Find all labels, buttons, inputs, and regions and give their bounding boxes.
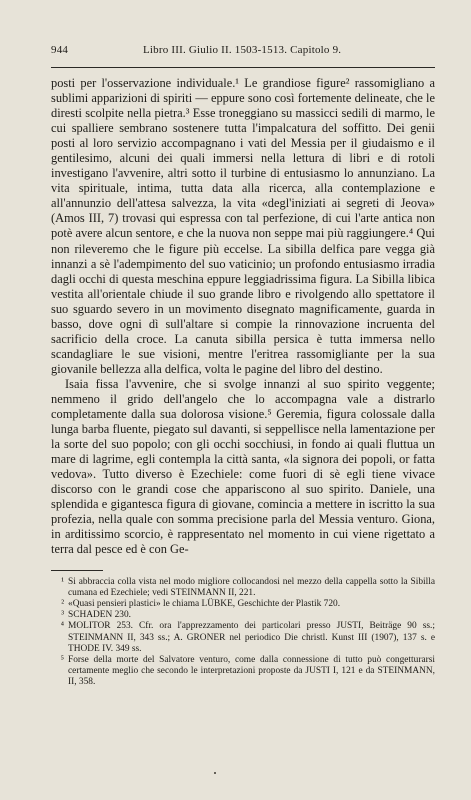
footnote [51, 610, 435, 621]
footnote-rule [51, 570, 103, 571]
footnote [51, 655, 435, 689]
footnote-marker: ³ [61, 610, 64, 621]
main-text [51, 76, 435, 558]
footnote-marker: ⁵ [60, 654, 64, 665]
page-speck [214, 772, 216, 774]
paragraph: Isaia fissa l'avvenire, che si svolge innanzi al suo spirito veggente; nemmeno il grido dell'angelo che lo accompagna vale a distrarlo completamente dalla sua dolorosa visione.⁵ Geremia, figura colossale dalla lunga barba fluente, piegato sul davanti, si seppellisce nella lamentazione per la sorte del suo popolo; con gli occhi socchiusi, in fondo ai quali fluttua un mare di lagrime, egli contempla la città santa, «la signora dei popoli, or fatta vedova». Tutto diverso è Ezechiele: come fuori di sè egli tiene vivace discorso con le grandi cose che appariscono al suo spirito. Daniele, una splendida e gigantesca figura di giovane, comincia a mettere in iscritto la sua profezia, nella quale con somma precisione parla del Messia venturo. Giona, in arditissimo scorcio, è rappresentato nel momento in cui viene rigettato a terra dal pesce ed è con Ge- [51, 376, 435, 557]
page-header [51, 44, 435, 56]
running-title: Libro III. Giulio II. 1503-1513. Capitolo 9. [143, 44, 342, 56]
footnotes [51, 577, 435, 689]
footnote-text: «Quasi pensieri plastici» le chiama LÜBKE, Geschichte der Plastik 720. [68, 598, 341, 609]
footnote-text: Si abbraccia colla vista nel modo migliore collocandosi nel mezzo della cappella sotto la Sibilla cumana ed Ezechiele; vedi STEINMANN II, 221. [68, 576, 435, 598]
footnote-marker: ² [61, 598, 64, 609]
footnote-marker: ¹ [61, 576, 64, 587]
footnote-text: Forse della morte del Salvatore venturo, come dalla connessione di tutto può congetturarsi certamente meglio che secondo le interpretazioni proposte da JUSTI I, 121 e da STEINMANN, II, 358. [68, 654, 435, 688]
footnote [51, 577, 435, 599]
footnote [51, 621, 435, 655]
footnote-marker: ⁴ [60, 621, 64, 632]
footnote-text: SCHADEN 230. [68, 610, 132, 621]
footnote [51, 599, 435, 610]
paragraph: posti per l'osservazione individuale.¹ Le grandiose figure² rassomigliano a sublimi apparizioni di spiriti — eppure sono così fortemente delineate, che le diresti scolpite nella pietra.³ Esse troneggiano su massicci sedili di marmo, le cui spalliere sembrano sostenere tutta l'impalcatura del soffitto. Dei genii posti al loro servizio accompagnano i vati del Messia per il giudaismo e il gentilesimo, alcuni dei quali immersi nella lettura di libri e di rotoli investigano l'avvenire, altri sotto il turbine di entusiasmo lo annunziano. La vita spirituale, intima, tutta data alla ricerca, alla contemplazione e all'annunzio dell'attesa salvezza, la vita «degl'iniziati ai segreti di Jeova» (Amos III, 7) trovasi qui espressa con tal perfezione, di cui l'arte antica non potè avere alcun sentore, e che la nuova non seppe mai più raggiungere.⁴ Qui non rileveremo che le figure più eccelse. La sibilla delfica pare vegga già innanzi a sè l'adempimento del suo vaticinio; un profondo entusiasmo irradia dagli occhi di questa meschina eppure leggiadrissima figura. La Sibilla libica vestita all'orientale chiude il suo grande libro e rivolgendo allo spettatore il suo sguardo severo in un movimento disegnato magnificamente, guarda in basso, dove ogni dì sull'altare si compie la rinnovazione incruenta del sacrificio della croce. La canuta sibilla persica è tutta immersa nello scandagliare le sue visioni, mentre l'eritrea rassomigliante per la sua giovanile bellezza alla delfica, volta le pagine del libro del destino. [51, 76, 435, 376]
page-number: 944 [51, 44, 69, 56]
header-rule [51, 67, 435, 68]
footnote-text: MOLITOR 253. Cfr. ora l'apprezzamento dei particolari presso JUSTI, Beiträge 90 ss.; STEINMANN II, 343 ss.; A. GRONER nel periodico Die christl. Kunst III (1907), 137 s. e THODE IV. 349 ss. [68, 621, 435, 654]
